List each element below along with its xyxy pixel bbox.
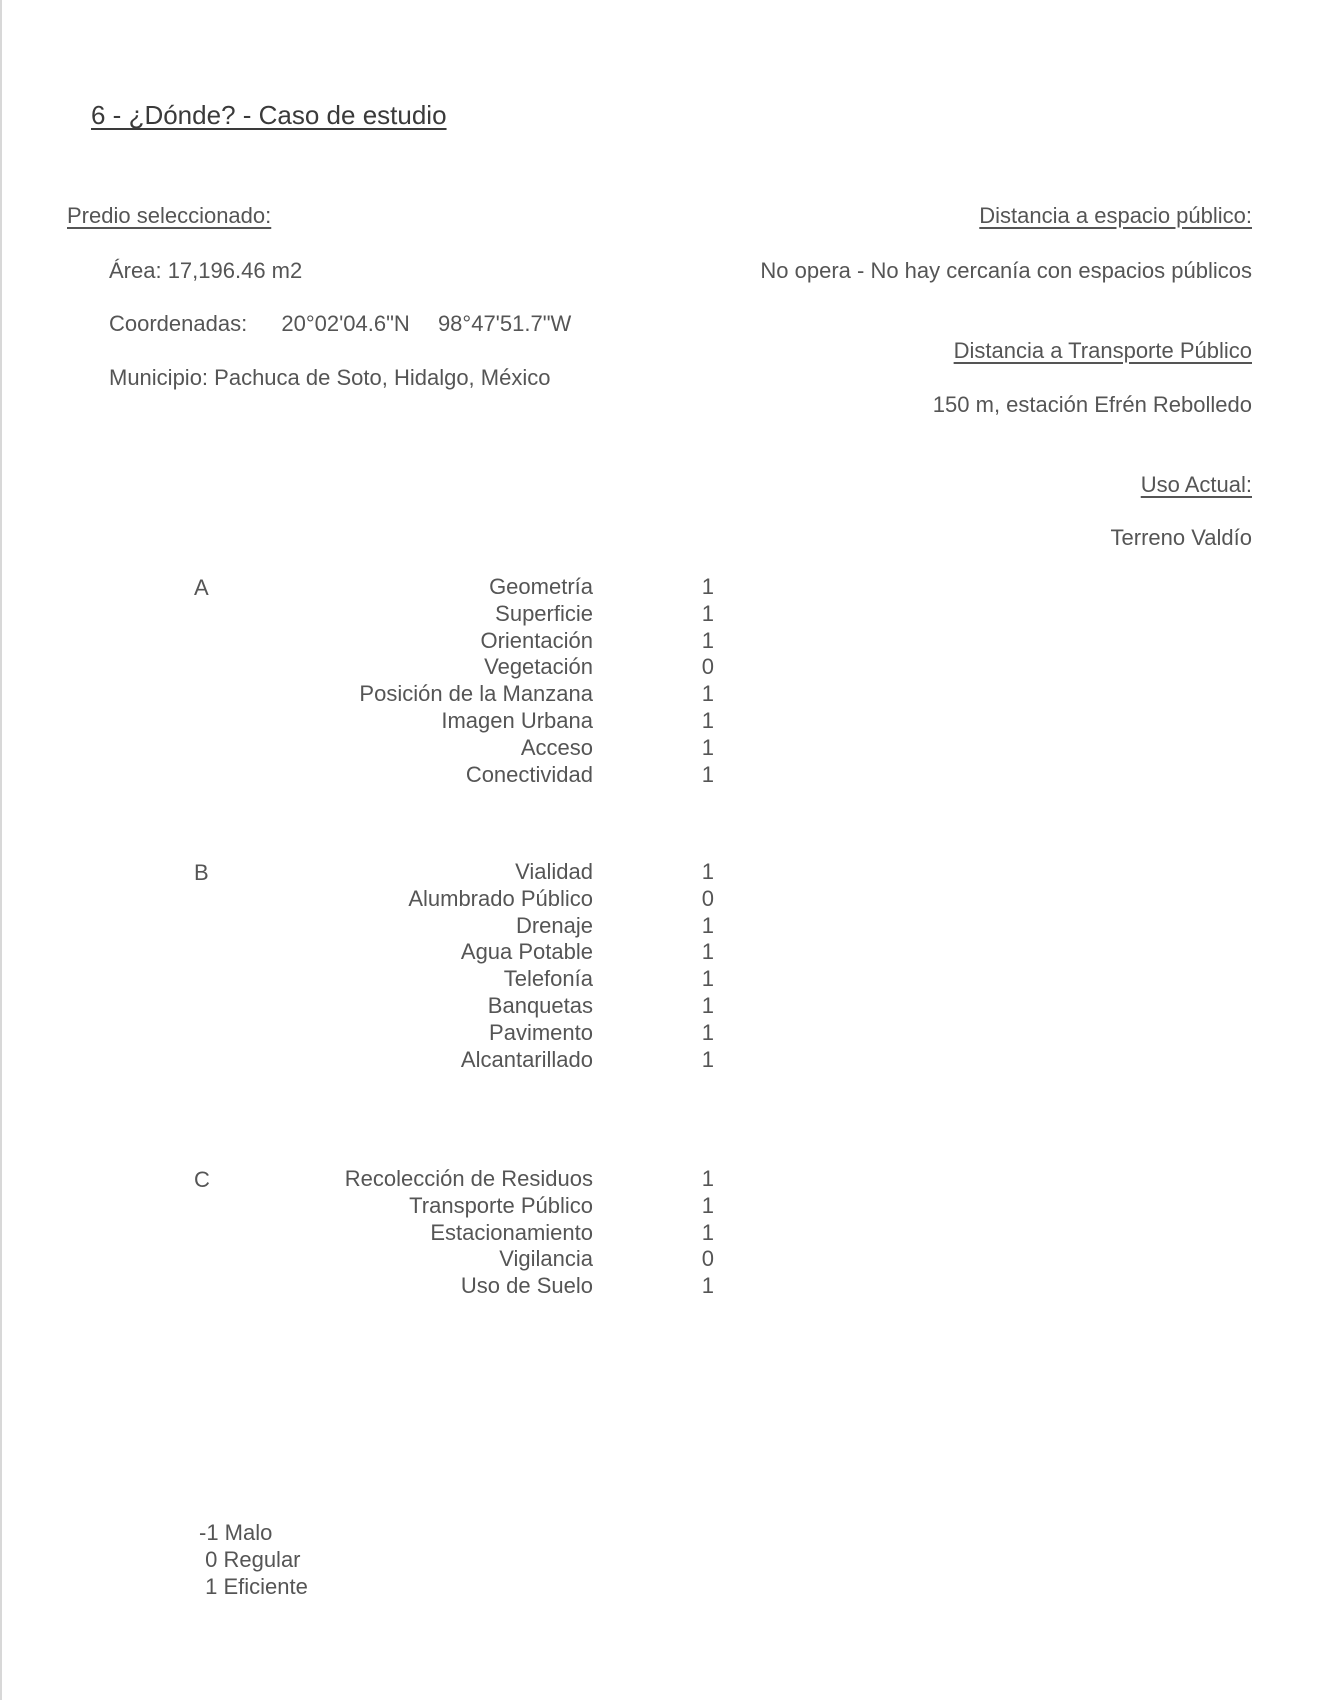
criteria-label: Alcantarillado (460, 1046, 593, 1072)
coords-latitude: 20°02'04.6"N (281, 311, 410, 336)
score-legend (199, 1520, 308, 1600)
criteria-label: Transporte Público (409, 1192, 593, 1218)
criteria-score: 1 (701, 681, 714, 707)
coords-longitude: 98°47'51.7"W (437, 311, 572, 336)
section-b-letter: B (194, 860, 209, 885)
criteria-row (300, 762, 714, 789)
criteria-row (300, 1193, 714, 1220)
criteria-score: 1 (701, 1046, 714, 1072)
criteria-label: Agua Potable (460, 939, 593, 965)
criteria-score: 1 (701, 1192, 714, 1218)
criteria-score: 1 (701, 1166, 714, 1191)
criteria-label: Banquetas (487, 992, 593, 1018)
criteria-label: Uso de Suelo (460, 1273, 593, 1299)
criteria-row (300, 913, 714, 940)
criteria-row (300, 1047, 714, 1074)
criteria-row (300, 654, 714, 681)
criteria-row (300, 1220, 714, 1247)
criteria-label: Telefonía (503, 966, 593, 992)
criteria-row (300, 886, 714, 913)
criteria-label: Recolección de Residuos (344, 1166, 593, 1191)
legend-item-regular: 0 Regular (199, 1546, 301, 1572)
criteria-label: Vialidad (515, 859, 593, 884)
criteria-row (300, 1020, 714, 1047)
criteria-label: Estacionamiento (430, 1219, 593, 1245)
criteria-label: Imagen Urbana (441, 707, 593, 733)
criteria-row (300, 1273, 714, 1300)
criteria-label: Conectividad (465, 761, 593, 787)
criteria-score: 1 (701, 600, 714, 626)
criteria-row (300, 628, 714, 655)
criteria-label: Drenaje (515, 912, 593, 938)
criteria-label: Posición de la Manzana (359, 681, 593, 707)
section-a-criteria (300, 574, 714, 788)
criteria-score: 1 (701, 734, 714, 760)
criteria-row (300, 859, 714, 886)
criteria-row (300, 601, 714, 628)
coords-label: Coordenadas: (109, 311, 248, 336)
section-a-letter: A (194, 575, 209, 600)
criteria-label: Vigilancia (499, 1246, 593, 1272)
criteria-score: 1 (701, 912, 714, 938)
criteria-score: 1 (701, 859, 714, 884)
criteria-score: 1 (701, 992, 714, 1018)
criteria-row (300, 1166, 714, 1193)
legend-item-eficiente: 1 Eficiente (199, 1573, 308, 1599)
criteria-label: Acceso (520, 734, 593, 760)
espacio-publico-value: No opera - No hay cercanía con espacios públicos (760, 258, 1252, 283)
criteria-row (300, 681, 714, 708)
criteria-row (300, 993, 714, 1020)
uso-actual-value: Terreno Valdío (1110, 525, 1252, 550)
criteria-score: 1 (701, 707, 714, 733)
criteria-score: 1 (701, 574, 714, 599)
criteria-score: 0 (701, 1246, 714, 1272)
criteria-score: 1 (701, 627, 714, 653)
criteria-label: Superficie (495, 600, 593, 626)
criteria-label: Pavimento (489, 1019, 593, 1045)
criteria-label: Orientación (480, 627, 593, 653)
uso-actual-heading: Uso Actual: (1140, 472, 1252, 497)
criteria-row (300, 966, 714, 993)
predio-heading: Predio seleccionado: (67, 203, 272, 228)
transporte-publico-value: 150 m, estación Efrén Rebolledo (932, 392, 1252, 417)
criteria-row (300, 574, 714, 601)
predio-area: Área: 17,196.46 m2 (109, 258, 303, 283)
section-c-letter: C (194, 1167, 210, 1192)
criteria-row (300, 735, 714, 762)
section-b-criteria (300, 859, 714, 1073)
transporte-publico-heading: Distancia a Transporte Público (953, 338, 1252, 363)
criteria-row (300, 1246, 714, 1273)
criteria-score: 1 (701, 1273, 714, 1299)
page-border (0, 0, 2, 1700)
criteria-score: 1 (701, 1219, 714, 1245)
criteria-score: 0 (701, 885, 714, 911)
criteria-score: 1 (701, 761, 714, 787)
criteria-score: 1 (701, 1019, 714, 1045)
predio-municipio: Municipio: Pachuca de Soto, Hidalgo, México (109, 365, 551, 390)
criteria-score: 0 (701, 654, 714, 680)
criteria-score: 1 (701, 939, 714, 965)
predio-coordinates (109, 311, 571, 337)
criteria-row (300, 939, 714, 966)
criteria-row (300, 708, 714, 735)
page-title: 6 - ¿Dónde? - Caso de estudio (91, 100, 447, 130)
criteria-label: Geometría (489, 574, 593, 599)
criteria-label: Alumbrado Público (408, 885, 593, 911)
section-c-criteria (300, 1166, 714, 1300)
espacio-publico-heading: Distancia a espacio público: (979, 203, 1252, 228)
criteria-score: 1 (701, 966, 714, 992)
legend-item-malo: -1 Malo (199, 1520, 273, 1545)
criteria-label: Vegetación (484, 654, 593, 680)
